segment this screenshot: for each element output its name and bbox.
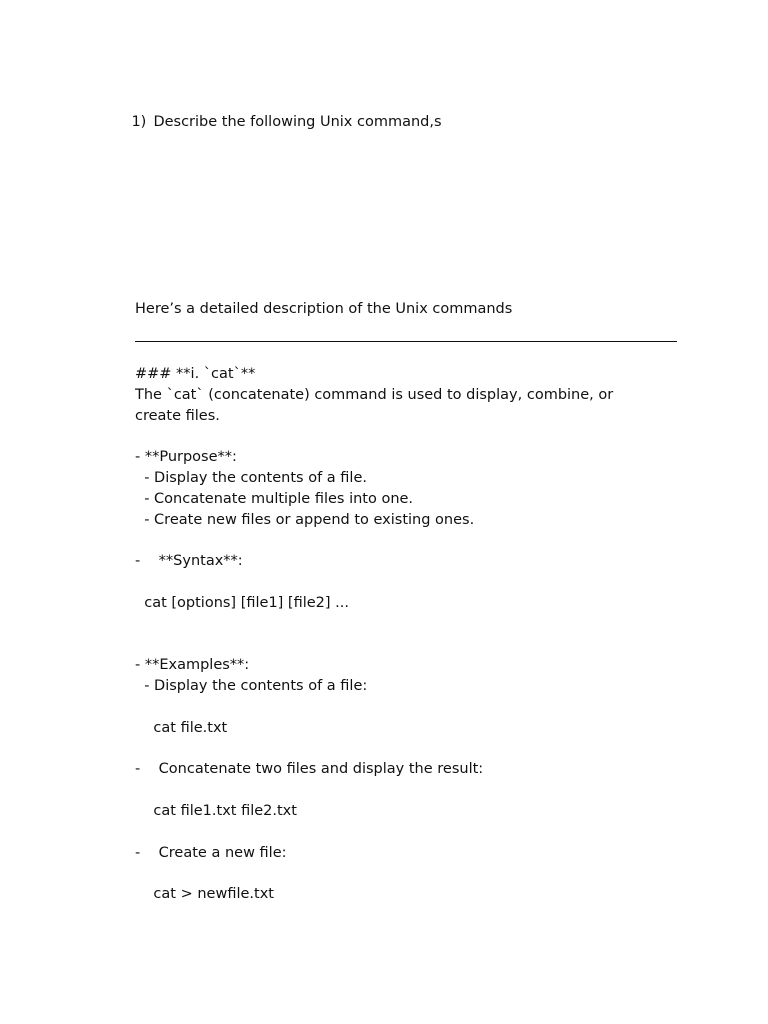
blank-line — [135, 780, 677, 801]
purpose-item: - Create new files or append to existing ones. — [135, 511, 475, 528]
question-number: 1) — [131, 113, 147, 130]
purpose-item: - Display the contents of a file. — [135, 469, 367, 486]
blank-line — [135, 739, 677, 760]
horizontal-rule — [135, 341, 677, 342]
blank-line — [135, 822, 677, 843]
blank-line — [135, 572, 677, 593]
example-code: cat > newfile.txt — [135, 886, 274, 903]
description-line-2: create files. — [135, 407, 220, 424]
description-line-1: The `cat` (concatenate) command is used to display, combine, or — [135, 386, 614, 403]
answer-intro: Here’s a detailed description of the Unix commands — [135, 301, 513, 317]
example-code: cat file1.txt file2.txt — [135, 802, 297, 819]
example-code: cat file.txt — [135, 719, 228, 736]
syntax-label: - **Syntax**: — [135, 553, 243, 570]
answer-body — [135, 364, 677, 905]
purpose-label: - **Purpose**: — [135, 449, 237, 466]
section-heading: ### **i. `cat`** — [135, 366, 256, 382]
blank-gap — [135, 634, 677, 655]
blank-line — [135, 863, 677, 884]
blank-line — [135, 530, 677, 551]
blank-line — [135, 426, 677, 447]
question-heading — [113, 91, 442, 153]
blank-line — [135, 697, 677, 718]
examples-label: - **Examples**: — [135, 657, 250, 674]
example-label: - Create a new file: — [135, 844, 287, 861]
question-text: Describe the following Unix command,s — [153, 113, 442, 130]
purpose-item: - Concatenate multiple files into one. — [135, 490, 414, 507]
blank-line — [135, 614, 677, 635]
example-label: - Concatenate two files and display the result: — [135, 761, 484, 778]
syntax-code: cat [options] [file1] [file2] ... — [135, 594, 349, 611]
example-label: - Display the contents of a file: — [135, 678, 368, 695]
